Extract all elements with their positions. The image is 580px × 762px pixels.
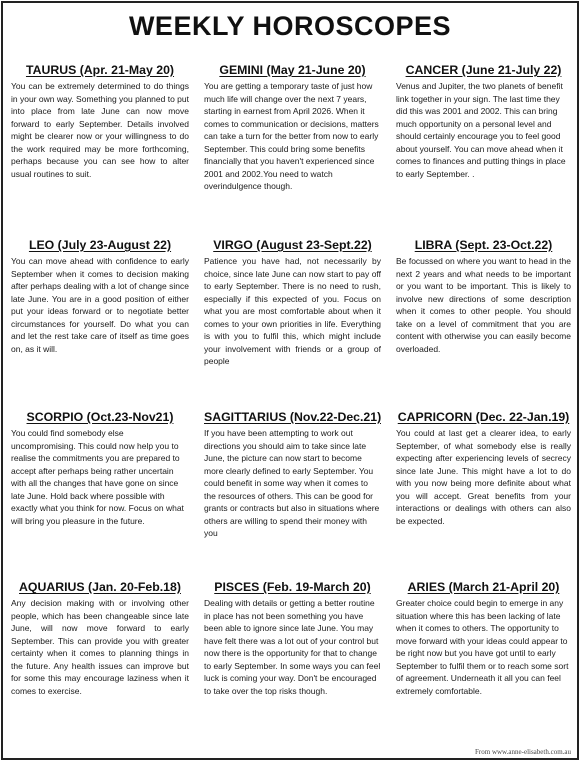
sign-text: You can move ahead with confidence to early September when it comes to decision making after perhaps dealing with a lot of change since late June. You are in a good position of either put your ideas forward or to negotiate better circumstances for yourself. Do what you can and let the rest take care of itself as time goes on, as it will. (11, 256, 189, 354)
sign-pisces (204, 580, 381, 743)
sign-aquarius (11, 580, 189, 743)
sign-heading: CAPRICORN (Dec. 22-Jan.19) (397, 410, 570, 424)
sign-capricorn (396, 410, 571, 580)
page-title: WEEKLY HOROSCOPES (128, 11, 452, 41)
sign-virgo (204, 238, 381, 410)
sign-text: Dealing with details or getting a better routine in place has not been something you have been able to ignore since late June. You may have felt there was a lot out of your control but now there is the opportunity for that to change to early September. In some ways you can feel luck is coming your way. Don't be encouraged to take over the top risks though. (204, 598, 381, 696)
sign-taurus (11, 63, 189, 238)
sign-heading: CANCER (June 21-July 22) (405, 63, 562, 77)
sign-aries (396, 580, 571, 743)
sign-heading: SCORPIO (Oct.23-Nov21) (26, 410, 174, 424)
sign-heading: ARIES (March 21-April 20) (407, 580, 560, 594)
sign-text: You can be extremely determined to do things in your own way. Something you planned to put into place from late June can now move forward to early September. Details involved might be clearer now or your willingness to do the work required may be more forthcoming, perhaps because you can see how to alter usual routines to suit. (11, 81, 189, 179)
sign-heading: AQUARIUS (Jan. 20-Feb.18) (19, 580, 181, 594)
sign-text: Venus and Jupiter, the two planets of benefit link together in your sign. The last time they did this was 2001 and 2002. This can bring much opportunity on a personal level and should certainly encourage you to feel good about yourself. You can move ahead when it comes to finances and putting things in place to early September. . (396, 81, 566, 179)
sign-libra (396, 238, 571, 410)
sign-text: Be focussed on where you want to head in the next 2 years and what needs to be important or you want to be important. This is likely to involve new directions of some description when it comes to other people. You should take on a level of commitment that you are content with otherwise you can easily become overloaded. (396, 256, 571, 354)
sign-text: Greater choice could begin to emerge in any situation where this has been lacking of late when it comes to others. The opportunity to move forward with your ideas could appear to be right now but you have got until to early September to fulfil them or to reach some sort of agreement. Underneath it all you can feel extremely comfortable. (396, 598, 569, 696)
sign-heading: PISCES (Feb. 19-March 20) (214, 580, 371, 594)
sign-sagittarius (204, 410, 381, 580)
sign-text: If you have been attempting to work out directions you should aim to take since late June, the picture can now start to become more clearly defined to early September. You could benefit in some way when it comes to the resources of others. This can be good for grants or contracts but also in situations where others are willing to spend their money with you (204, 428, 380, 538)
sign-heading: VIRGO (August 23-Sept.22) (213, 238, 372, 252)
sign-text: You could at last get a clearer idea, to early September, of what somebody else is really expecting after experiencing levels of secrecy since late June. This might have a lot to do with you now being more definite about what you will accept. Great benefits from your interactions or dealings with others can also be expected. (396, 428, 571, 526)
source-credit: From www.anne-elisabeth.com.au (475, 748, 571, 756)
sign-heading: TAURUS (Apr. 21-May 20) (25, 63, 175, 77)
sign-gemini (204, 63, 381, 238)
sign-heading: GEMINI (May 21-June 20) (219, 63, 366, 77)
horoscope-page (1, 1, 579, 760)
sign-text: You are getting a temporary taste of just how much life will change over the next 7 years, starting in earnest from April 2026. When it comes to communication or decisions, matters can take a turn for the better from now to early September. This could bring some benefits financially that you haven't experienced since 2001 and 2002.You need to watch overindulgence though. (204, 81, 379, 191)
sign-text: Patience you have had, not necessarily by choice, since late June can now start to pay off to early September. There is no need to rush, especially if this expected of you. Focus on what you are most comfortable about when it comes to your own priorities in life. Everything is with you to fulfil this, which might include your involvement with friends or a group of people (204, 256, 381, 366)
sign-heading: SAGITTARIUS (Nov.22-Dec.21) (204, 410, 381, 424)
sign-leo (11, 238, 189, 410)
sign-text: Any decision making with or involving other people, which has been changeable since late June, will now move forward to early September. This can provide you with greater certainty when it comes to planning things in the future. Any health issues can improve but for some this may encourage laziness when it comes to exercise. (11, 598, 189, 696)
sign-scorpio (11, 410, 189, 580)
sign-cancer (396, 63, 571, 238)
sign-heading: LIBRA (Sept. 23-Oct.22) (414, 238, 553, 252)
sign-heading: LEO (July 23-August 22) (28, 238, 172, 252)
sign-text: You could find somebody else uncompromising. This could now help you to realise the commitments you are prepared to accept after perhaps being rather uncertain with all the changes that have gone on since late June. Hold back where possible with exactly what you think for now. Focus on what will bring you pleasure in the future. (11, 428, 184, 526)
